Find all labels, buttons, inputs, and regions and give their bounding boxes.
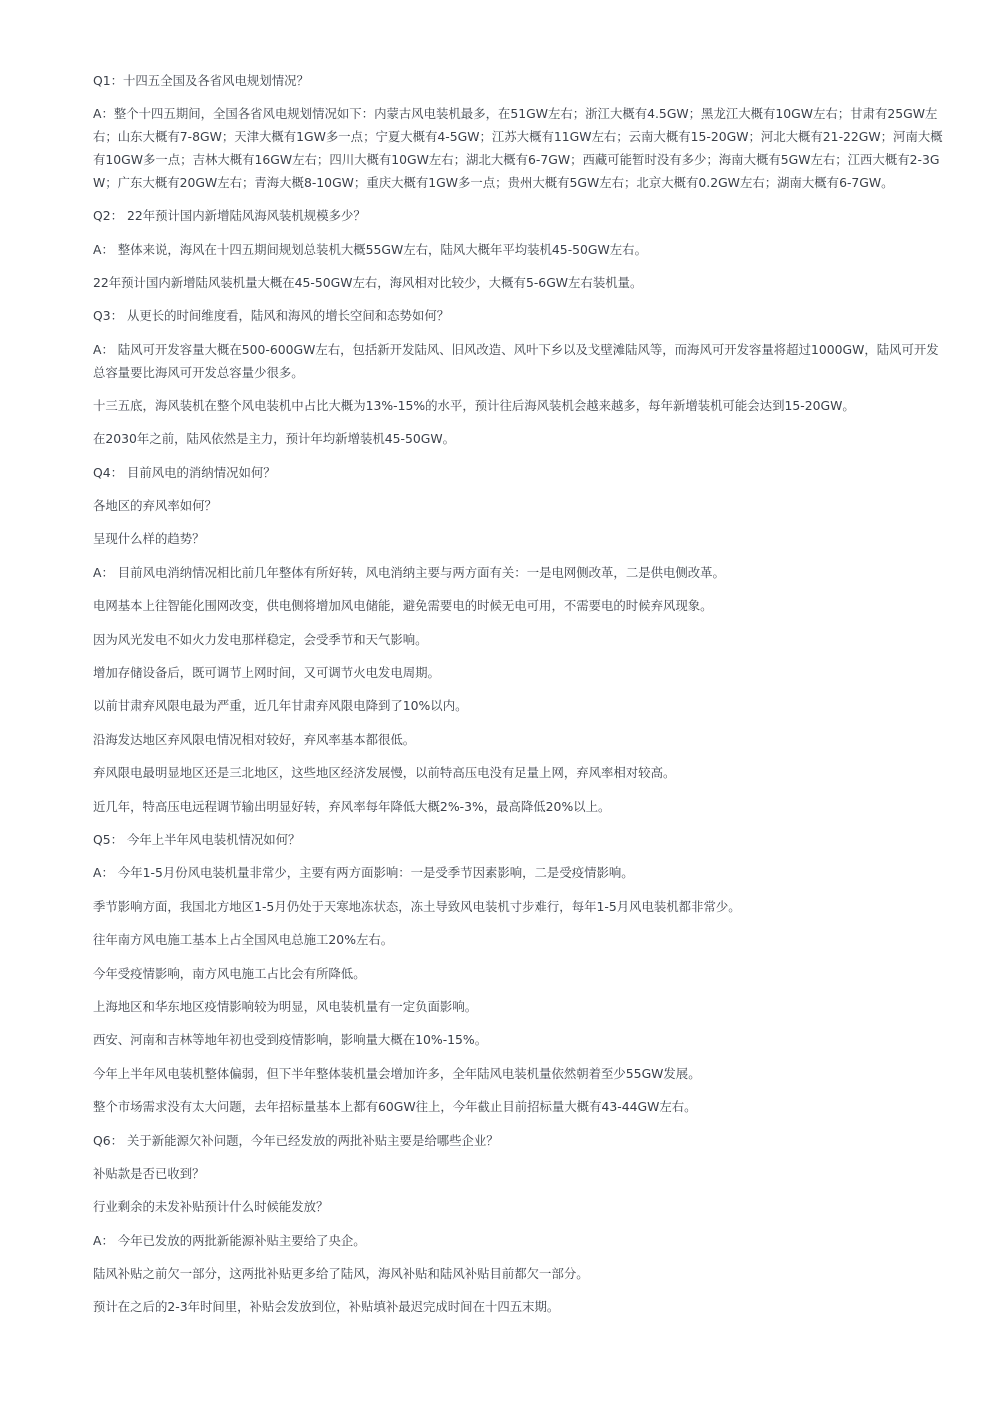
- question-q4: Q4： 目前风电的消纳情况如何？: [93, 464, 276, 480]
- question-q1: Q1：十四五全国及各省风电规划情况？: [93, 73, 309, 88]
- answer-q4-detail-6: 弃风限电最明显地区还是三北地区，这些地区经济发展慢，以前特高压电没有足量上网，弃风率相对较高。: [93, 765, 676, 781]
- answer-q3-detail-1: 十三五底，海风装机在整个风电装机中占比大概为13%-15%的水平，预计往后海风装机会越来越多，每年新增装机可能会达到15-20GW。: [93, 397, 855, 413]
- answer-q2: A： 整体来说，海风在十四五期间规划总装机大概55GW左右，陆风大概年平均装机45-50GW左右。: [93, 241, 647, 257]
- question-q2: Q2： 22年预计国内新增陆风海风装机规模多少？: [93, 208, 366, 224]
- answer-q4-detail-7: 近几年，特高压电远程调节输出明显好转，弃风率每年降低大概2%-3%，最高降低20%以上。: [93, 798, 611, 814]
- question-q4-part-2: 各地区的弃风率如何？: [93, 498, 217, 514]
- answer-q5-detail-3: 今年受疫情影响，南方风电施工占比会有所降低。: [93, 965, 366, 981]
- question-q5: Q5： 今年上半年风电装机情况如何？: [93, 832, 301, 847]
- answer-q4-detail-1: 电网基本上往智能化围网改变，供电侧将增加风电储能，避免需要电的时候无电可用，不需要电的时候弃风现象。: [93, 598, 713, 614]
- question-q6-part-3: 行业剩余的未发补贴预计什么时候能发放？: [93, 1199, 329, 1215]
- answer-q3: A： 陆风可开发容量大概在500-600GW左右，包括新开发陆风、旧风改造、风叶下乡以及戈壁滩陆风等，而海风可开发容量将超过1000GW，陆风可开发总容量要比海风可开发总容量少很多。: [93, 341, 939, 380]
- answer-q5-detail-1: 季节影响方面，我国北方地区1-5月仍处于天寒地冻状态，冻土导致风电装机寸步难行，每年1-5月风电装机都非常少。: [93, 898, 741, 914]
- answer-q5-detail-5: 西安、河南和吉林等地年初也受到疫情影响，影响量大概在10%-15%。: [93, 1032, 488, 1048]
- answer-q4-detail-5: 沿海发达地区弃风限电情况相对较好，弃风率基本都很低。: [93, 731, 416, 747]
- answer-q5: A： 今年1-5月份风电装机量非常少，主要有两方面影响：一是受季节因素影响，二是受疫情影响。: [93, 865, 634, 881]
- answer-q4: A： 目前风电消纳情况相比前几年整体有所好转，风电消纳主要与两方面有关：一是电网侧改革，二是供电侧改革。: [93, 564, 725, 580]
- answer-q4-detail-4: 以前甘肃弃风限电最为严重，近几年甘肃弃风限电降到了10%以内。: [93, 698, 468, 714]
- question-q4-part-3: 呈现什么样的趋势？: [93, 531, 205, 547]
- answer-q4-detail-3: 增加存储设备后，既可调节上网时间，又可调节火电发电周期。: [93, 665, 440, 681]
- answer-q3-detail-2: 在2030年之前，陆风依然是主力，预计年均新增装机45-50GW。: [93, 431, 455, 447]
- answer-q6-detail-2: 预计在之后的2-3年时间里，补贴会发放到位，补贴填补最迟完成时间在十四五末期。: [93, 1299, 560, 1315]
- answer-q5-detail-4: 上海地区和华东地区疫情影响较为明显，风电装机量有一定负面影响。: [93, 998, 478, 1014]
- answer-q4-detail-2: 因为风光发电不如火力发电那样稳定，会受季节和天气影响。: [93, 631, 428, 647]
- question-q6: Q6： 关于新能源欠补问题，今年已经发放的两批补贴主要是给哪些企业？: [93, 1132, 499, 1148]
- answer-q6-detail-1: 陆风补贴之前欠一部分，这两批补贴更多给了陆风，海风补贴和陆风补贴目前都欠一部分。: [93, 1266, 589, 1282]
- answer-q5-detail-2: 往年南方风电施工基本上占全国风电总施工20%左右。: [93, 932, 394, 948]
- answer-q5-detail-6: 今年上半年风电装机整体偏弱，但下半年整体装机量会增加许多，全年陆风电装机量依然朝着至少55GW发展。: [93, 1065, 701, 1081]
- answer-q5-detail-7: 整个市场需求没有太大问题，去年招标量基本上都有60GW往上，今年截止目前招标量大概有43-44GW左右。: [93, 1099, 697, 1115]
- answer-q1: A：整个十四五期间，全国各省风电规划情况如下：内蒙古风电装机最多，在51GW左右；浙江大概有4.5GW；黑龙江大概有10GW左右；甘肃有25GW左右；山东大概有7-8GW；天津大概有1GW多一点；宁夏大概有4-5GW；江苏大概有11GW左右；云南大概有15-20GW；河北大概有21-22GW；河南大概有10GW多一点；吉林大概有16GW左右；四川大概有10GW左右；湖北大概有6-7GW；西藏可能暂时没有多少；海南大概有5GW左右；江西大概有2-3GW；广东大概有20GW左右；青海大概8-10GW；重庆大概有1GW多一点；贵州大概有5GW左右；北京大概有0.2GW左右；湖南大概有6-7GW。: [93, 106, 943, 190]
- answer-q2-detail: 22年预计国内新增陆风装机量大概在45-50GW左右，海风相对比较少，大概有5-6GW左右装机量。: [93, 274, 643, 290]
- question-q6-part-2: 补贴款是否已收到？: [93, 1165, 205, 1181]
- document-body: [93, 70, 945, 1330]
- answer-q6: A： 今年已发放的两批新能源补贴主要给了央企。: [93, 1232, 366, 1248]
- question-q3: Q3： 从更长的时间维度看，陆风和海风的增长空间和态势如何？: [93, 308, 450, 324]
